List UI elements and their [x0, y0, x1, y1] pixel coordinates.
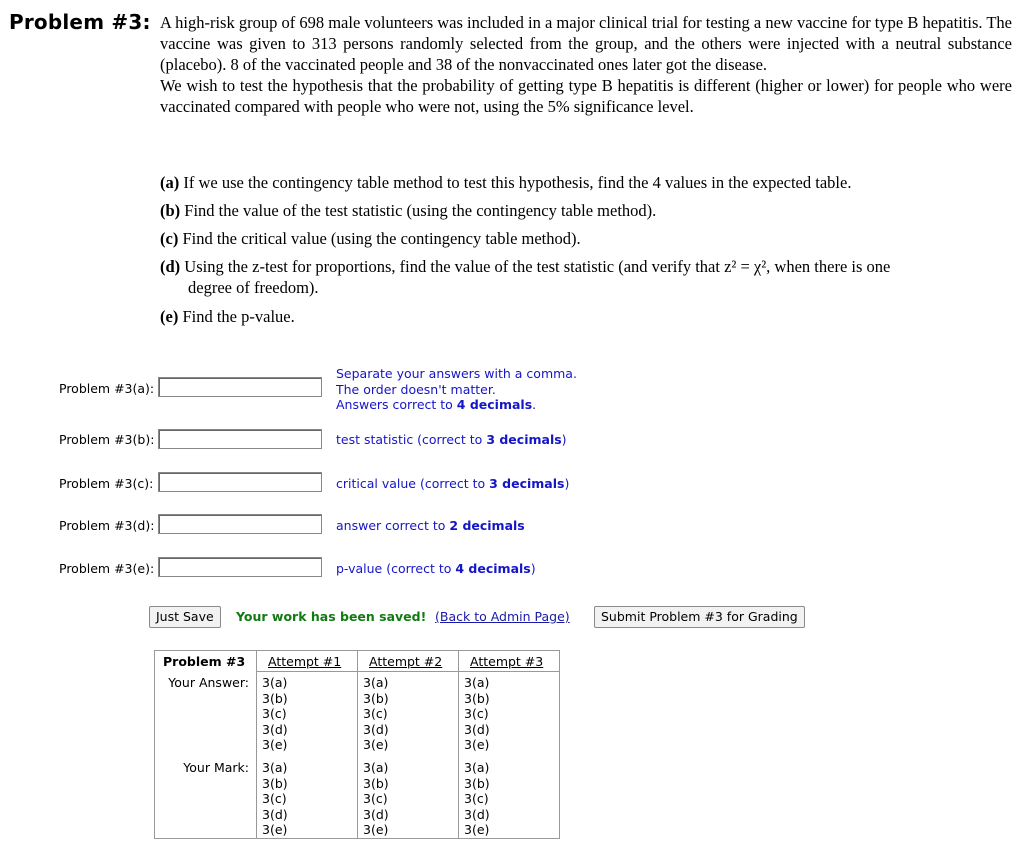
attempt-2-mark-a: 3(a)	[363, 760, 389, 775]
part-d-label: (d)	[160, 257, 181, 276]
answer-d-label: Problem #3(d):	[59, 518, 155, 533]
answer-c-input[interactable]	[158, 472, 322, 492]
part-b-label: (b)	[160, 201, 181, 220]
answer-a-hint-line3	[336, 397, 577, 413]
just-save-button[interactable]: Just Save	[149, 606, 221, 628]
attempt-3-mark-a: 3(a)	[464, 760, 490, 775]
attempt-3-link[interactable]: Attempt #3	[470, 654, 544, 669]
part-a-text: If we use the contingency table method to test this hypothesis, find the 4 values in the expected table.	[183, 173, 852, 192]
answer-b-hint-bold: 3 decimals	[486, 432, 562, 447]
part-d-text-1: Using the z-test for proportions, find the value of the test statistic (and verify that z² = χ², when there is one	[184, 257, 891, 276]
answer-a-label: Problem #3(a):	[59, 381, 155, 396]
attempt-1-answers	[262, 675, 288, 753]
attempt-2-mark-d: 3(d)	[363, 806, 389, 822]
your-answer-label: Your Answer:	[168, 675, 249, 690]
part-b-text: Find the value of the test statistic (using the contingency table method).	[184, 201, 657, 220]
attempt-1-mark-a: 3(a)	[262, 760, 288, 775]
answer-a-input[interactable]	[158, 377, 322, 397]
answer-b-hint-post: )	[561, 432, 567, 447]
attempt-3-answer-c: 3(c)	[464, 706, 489, 721]
answer-e-input[interactable]	[158, 557, 322, 577]
answer-a-hint-bold: 4 decimals	[456, 397, 533, 412]
attempt-3-answers	[464, 675, 490, 753]
attempt-1-marks	[262, 760, 288, 838]
attempt-2-marks	[363, 760, 389, 838]
answer-e-hint-post: )	[530, 561, 536, 576]
answer-b-input[interactable]	[158, 429, 322, 449]
statement-paragraph-2: We wish to test the hypothesis that the probability of getting type B hepatitis is different (higher or lower) for people who were vaccinated compared with people who were not, using the 5% significance level.	[160, 76, 1012, 116]
your-mark-label: Your Mark:	[183, 760, 249, 775]
attempt-1-answer-e: 3(e)	[262, 737, 288, 752]
answer-d-input[interactable]	[158, 514, 322, 534]
attempts-table-header: Problem #3	[163, 654, 246, 669]
attempt-3-mark-e: 3(e)	[464, 822, 490, 837]
problem-heading: Problem #3:	[9, 10, 151, 34]
attempt-2-answer-b: 3(b)	[363, 690, 389, 706]
attempt-1-mark-b: 3(b)	[262, 775, 288, 791]
part-d	[160, 256, 1012, 298]
attempt-1-mark-e: 3(e)	[262, 822, 288, 837]
attempt-2-answer-a: 3(a)	[363, 675, 389, 690]
part-e-text: Find the p-value.	[182, 307, 295, 326]
answer-e-label: Problem #3(e):	[59, 561, 155, 576]
problem-statement	[160, 12, 1012, 117]
part-e-label: (e)	[160, 307, 179, 326]
answer-c-hint-pre: critical value (correct to	[336, 476, 490, 491]
attempt-2-mark-b: 3(b)	[363, 775, 389, 791]
attempt-2-mark-e: 3(e)	[363, 822, 389, 837]
attempt-1-link[interactable]: Attempt #1	[268, 654, 342, 669]
answer-d-hint-pre: answer correct to	[336, 518, 450, 533]
answer-e-hint	[336, 561, 536, 576]
attempt-2-answer-e: 3(e)	[363, 737, 389, 752]
statement-paragraph-1: A high-risk group of 698 male volunteers was included in a major clinical trial for testing a new vaccine for type B hepatitis. The vaccine was given to 313 persons randomly selected from the group, and the others were injected with a neutral substance (placebo). 8 of the vaccinated people and 38 of the nonvaccinated ones later got the disease.	[160, 13, 1012, 74]
answer-c-hint	[336, 476, 569, 491]
attempt-3-mark-d: 3(d)	[464, 806, 490, 822]
part-d-text-2: degree of freedom).	[188, 278, 319, 297]
attempt-2-answer-d: 3(d)	[363, 721, 389, 737]
attempt-1-mark-c: 3(c)	[262, 791, 287, 806]
attempt-1-mark-d: 3(d)	[262, 806, 288, 822]
part-b	[160, 200, 1012, 221]
answer-e-hint-bold: 4 decimals	[455, 561, 531, 576]
attempt-3-mark-b: 3(b)	[464, 775, 490, 791]
part-c-text: Find the critical value (using the contingency table method).	[182, 229, 581, 248]
answer-a-hint-line1: Separate your answers with a comma.	[336, 366, 577, 381]
submit-for-grading-button[interactable]: Submit Problem #3 for Grading	[594, 606, 805, 628]
answer-c-hint-bold: 3 decimals	[489, 476, 565, 491]
attempts-table	[154, 650, 560, 839]
answer-b-hint	[336, 432, 567, 447]
attempt-3-marks	[464, 760, 490, 838]
answer-a-hint-post: .	[532, 397, 537, 412]
part-a-label: (a)	[160, 173, 180, 192]
answer-c-hint-post: )	[564, 476, 570, 491]
attempt-2-link[interactable]: Attempt #2	[369, 654, 443, 669]
back-to-admin-link[interactable]: (Back to Admin Page)	[435, 609, 570, 624]
problem-parts	[160, 172, 1012, 332]
answer-b-label: Problem #3(b):	[59, 432, 155, 447]
answer-a-hint-pre: Answers correct to	[336, 397, 457, 412]
attempt-3-answer-e: 3(e)	[464, 737, 490, 752]
answer-e-hint-pre: p-value (correct to	[336, 561, 456, 576]
attempt-1-answer-b: 3(b)	[262, 690, 288, 706]
attempt-2-mark-c: 3(c)	[363, 791, 388, 806]
answer-a-hint	[336, 366, 577, 413]
attempt-2-answers	[363, 675, 389, 753]
answer-b-hint-pre: test statistic (correct to	[336, 432, 487, 447]
attempt-1-answer-d: 3(d)	[262, 721, 288, 737]
answer-c-label: Problem #3(c):	[59, 476, 154, 491]
attempt-2-answer-c: 3(c)	[363, 706, 388, 721]
attempt-1-answer-a: 3(a)	[262, 675, 288, 690]
answer-d-hint-bold: 2 decimals	[449, 518, 525, 533]
attempt-3-answer-a: 3(a)	[464, 675, 490, 690]
part-e	[160, 306, 1012, 327]
attempt-3-answer-b: 3(b)	[464, 690, 490, 706]
saved-message: Your work has been saved!	[236, 609, 427, 624]
part-a	[160, 172, 1012, 193]
attempt-3-answer-d: 3(d)	[464, 721, 490, 737]
answer-a-hint-line2: The order doesn't matter.	[336, 381, 496, 397]
part-c	[160, 228, 1012, 249]
answer-d-hint	[336, 518, 525, 533]
attempt-3-mark-c: 3(c)	[464, 791, 489, 806]
part-c-label: (c)	[160, 229, 179, 248]
attempt-1-answer-c: 3(c)	[262, 706, 287, 721]
